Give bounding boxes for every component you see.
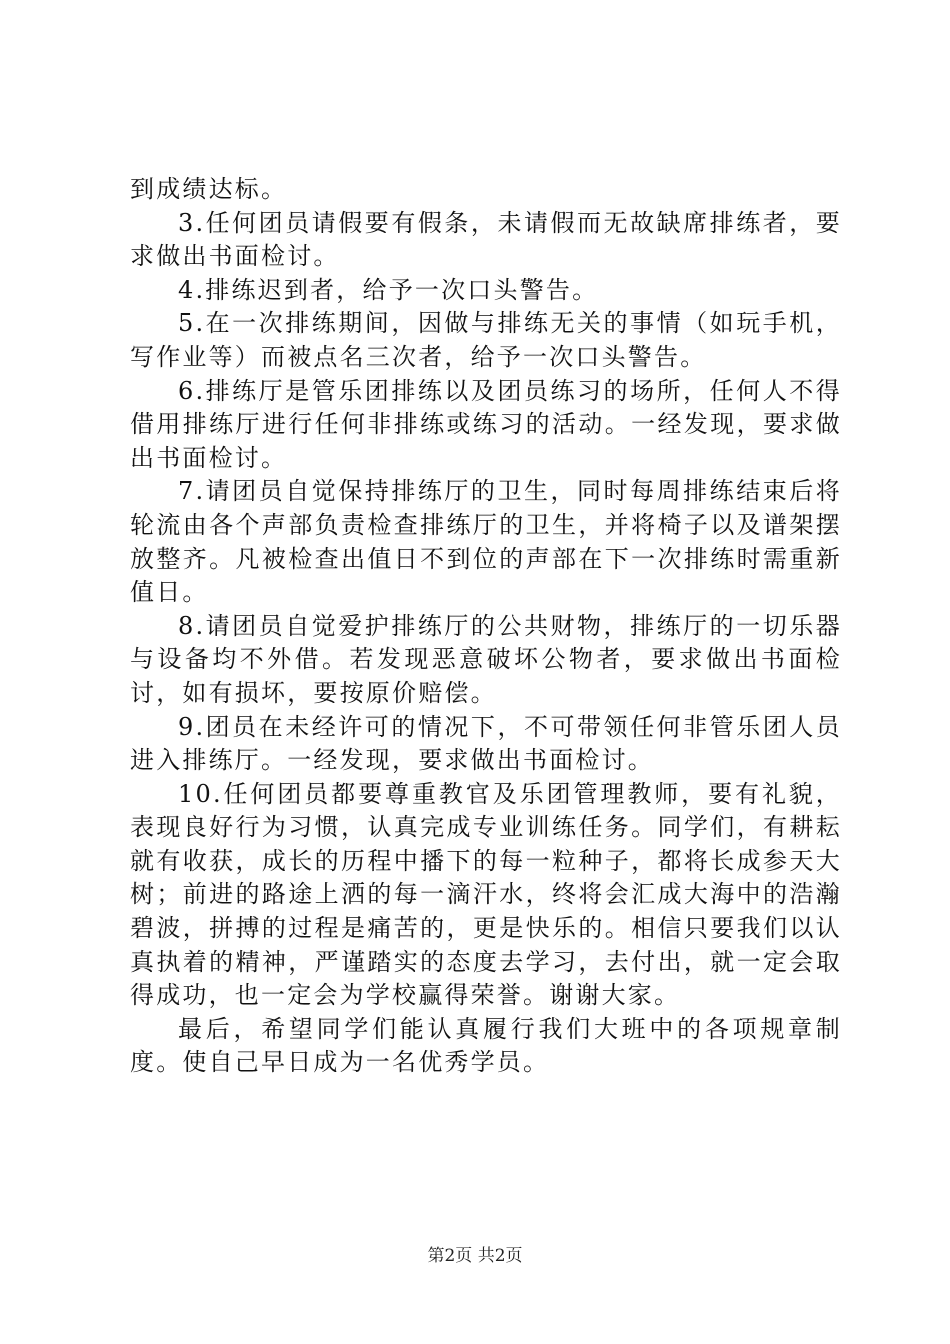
paragraph-rule-6: 6.排练厅是管乐团排练以及团员练习的场所，任何人不得借用排练厅进行任何非排练或练习的活动。一经发现，要求做出书面检讨。 (130, 376, 842, 472)
document-body (130, 173, 842, 1080)
paragraph-rule-3: 3.任何团员请假要有假条，未请假而无故缺席排练者，要求做出书面检讨。 (130, 208, 842, 271)
paragraph-continuation: 到成绩达标。 (130, 175, 288, 203)
page-number-footer: 第2页 共2页 (427, 1246, 523, 1266)
paragraph-rule-5: 5.在一次排练期间，因做与排练无关的事情（如玩手机，写作业等）而被点名三次者，给予一次口头警告。 (130, 309, 842, 371)
paragraph-rule-8: 8.请团员自觉爱护排练厅的公共财物，排练厅的一切乐器与设备均不外借。若发现恶意破坏公物者，要求做出书面检讨，如有损坏，要按原价赔偿。 (130, 611, 842, 707)
paragraph-rule-10: 10.任何团员都要尊重教官及乐团管理教师，要有礼貌，表现良好行为习惯，认真完成专业训练任务。同学们，有耕耘就有收获，成长的历程中播下的每一粒种子，都将长成参天大树；前进的路途上洒的每一滴汗水，终将会汇成大海中的浩瀚碧波，拼搏的过程是痛苦的，更是快乐的。相信只要我们以认真执着的精神，严谨踏实的态度去学习，去付出，就一定会取得成功，也一定会为学校赢得荣誉。谢谢大家。 (130, 779, 842, 1010)
paragraph-rule-4: 4.排练迟到者，给予一次口头警告。 (178, 275, 599, 304)
paragraph-closing: 最后，希望同学们能认真履行我们大班中的各项规章制度。使自己早日成为一名优秀学员。 (130, 1014, 842, 1077)
paragraph-rule-9: 9.团员在未经许可的情况下，不可带领任何非管乐团人员进入排练厅。一经发现，要求做出书面检讨。 (130, 712, 842, 775)
paragraph-rule-7: 7.请团员自觉保持排练厅的卫生，同时每周排练结束后将轮流由各个声部负责检查排练厅的卫生，并将椅子以及谱架摆放整齐。凡被检查出值日不到位的声部在下一次排练时需重新值日。 (130, 477, 842, 607)
